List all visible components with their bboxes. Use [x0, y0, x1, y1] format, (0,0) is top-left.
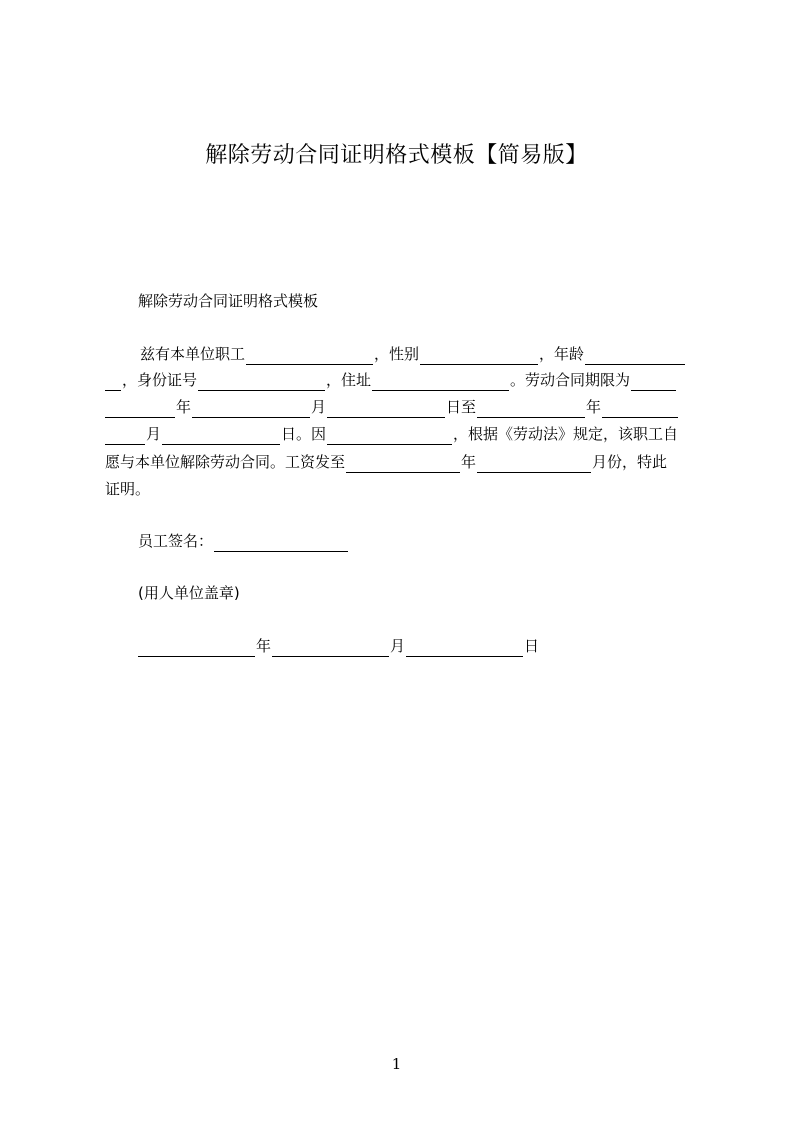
body-text: 年 [176, 398, 192, 416]
body-text: ，根据《劳动法》规定，该职工自 [453, 425, 679, 443]
body-text: ，性别 [374, 345, 420, 363]
body-line-3 [105, 396, 705, 418]
body-line-1 [105, 343, 705, 365]
blank-field-end-month-cont [105, 427, 145, 445]
blank-field-date-month [272, 639, 389, 657]
blank-field-id-number [198, 373, 325, 391]
blank-field-signature [214, 534, 348, 552]
blank-field-age [585, 347, 685, 365]
blank-field-start-day [327, 400, 445, 418]
document-subheading: 解除劳动合同证明格式模板 [138, 292, 319, 310]
seal-row [138, 582, 240, 604]
body-text: 日。因 [281, 425, 327, 443]
blank-field-start-month [192, 400, 310, 418]
body-line-4 [105, 423, 705, 445]
body-text: 证明。 [105, 480, 151, 498]
blank-field-name [246, 347, 373, 365]
blank-field-age-cont [105, 373, 121, 391]
body-text: 月 [311, 398, 327, 416]
body-text: 月份，特此 [592, 453, 668, 471]
signature-label: 员工签名： [138, 532, 214, 550]
body-text: 月 [146, 425, 162, 443]
seal-label: (用人单位盖章) [138, 584, 240, 602]
blank-field-wage-year [346, 455, 460, 473]
blank-field-end-day [162, 427, 280, 445]
blank-field-end-year [477, 400, 585, 418]
blank-field-gender [420, 347, 538, 365]
date-day-label: 日 [524, 637, 540, 655]
blank-field-start-year [105, 400, 175, 418]
body-text: 年 [586, 398, 602, 416]
blank-field-term [631, 373, 676, 391]
body-text: 。劳动合同期限为 [510, 371, 631, 389]
signature-row [138, 530, 349, 552]
body-text: ，住址 [326, 371, 372, 389]
blank-field-date-year [138, 639, 255, 657]
blank-field-address [372, 373, 509, 391]
body-line-6 [105, 478, 705, 500]
body-text: 愿与本单位解除劳动合同。工资发至 [105, 453, 346, 471]
body-text: 年 [461, 453, 477, 471]
document-title: 解除劳动合同证明格式模板【简易版】 [205, 143, 588, 168]
blank-field-date-day [406, 639, 523, 657]
body-line-2 [105, 369, 705, 391]
date-row [138, 635, 539, 657]
date-year-label: 年 [256, 637, 272, 655]
body-text: ，年龄 [539, 345, 585, 363]
body-text: 日至 [446, 398, 477, 416]
body-line-5 [105, 451, 705, 473]
date-month-label: 月 [390, 637, 406, 655]
body-text: 兹有本单位职工 [140, 345, 246, 363]
body-text: ，身份证号 [122, 371, 198, 389]
blank-field-reason [327, 427, 452, 445]
blank-field-end-month [602, 400, 678, 418]
page-number: 1 [391, 1055, 402, 1073]
blank-field-wage-month [477, 455, 591, 473]
